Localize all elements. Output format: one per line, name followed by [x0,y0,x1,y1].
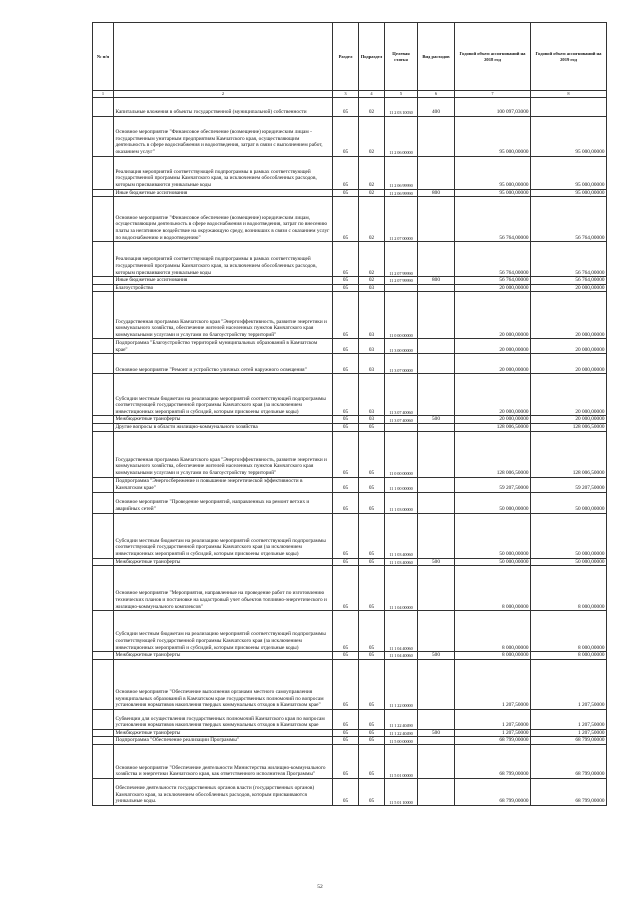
row-section: 05 [333,778,359,805]
row-target-code: 11 2 07 99990 [385,242,418,277]
row-subsection: 05 [359,492,385,513]
row-amount-2018: 50 000,00000 [455,513,531,558]
row-amount-2018: 8 000,00000 [455,611,531,652]
row-subsection: 05 [359,744,385,778]
table-row [93,284,607,292]
row-amount-2018: 56 764,00000 [455,277,531,285]
col-number: 2 [114,91,333,98]
row-amount-2018: 59 207,50000 [455,477,531,492]
row-target-code: 11 2 06 99990 [385,156,418,189]
row-amount-2019: 1 207,50000 [531,729,607,737]
row-name: Государственная программа Камчатского края "Энергоэффективность, развитие энергетики и коммунального хозяйства, обеспечение жителей населенных пунктов Камчатского края коммунальными услугами и услугами по благоустройству территорий" [114,292,333,339]
table-row [93,652,607,660]
row-subsection: 03 [359,284,385,292]
row-num [93,374,114,416]
table-row [93,339,607,354]
row-num [93,737,114,745]
row-exp-type: 800 [418,277,455,285]
row-amount-2019: 50 000,00000 [531,558,607,566]
row-amount-2019: 68 799,00000 [531,778,607,805]
row-name: Субсидии местным бюджетам на реализацию мероприятий соответствующей подпрограммы соответствующей государственной программы Камчатского края (за исключением инвестиционных мероприятий и субсидий, которым присвоены отдельные коды) [114,374,333,416]
row-num [93,197,114,242]
row-target-code: 11 2 03 10030 [385,97,418,116]
row-num [93,284,114,292]
row-section: 05 [333,284,359,292]
row-target-code: 11 3 07 40060 [385,416,418,424]
row-section: 05 [333,423,359,431]
row-target-code: 11 1 04 00000 [385,566,418,611]
page-number: 52 [317,884,323,890]
row-name: Подпрограмма "Обеспечение реализации Программы" [114,737,333,745]
row-amount-2019: 95 000,00000 [531,156,607,189]
row-section: 05 [333,374,359,416]
table-header-row [93,23,607,91]
row-amount-2019: 68 799,00000 [531,744,607,778]
row-name: Основное мероприятие "Финансовое обеспечение (возмещение) юридическим лицам - государственным унитарным предприятиям Камчатского края, осуществляющим деятельность в сфере водоснабжения и водоотведения, затрат в связи с выполнением работ, оказанием услуг" [114,116,333,156]
row-subsection: 03 [359,354,385,374]
row-target-code: 11 2 07 00000 [385,197,418,242]
row-exp-type [418,737,455,745]
row-target-code: 11 2 06 00000 [385,116,418,156]
row-num [93,292,114,339]
row-section: 05 [333,116,359,156]
row-subsection: 02 [359,156,385,189]
row-amount-2018: 8 000,00000 [455,566,531,611]
col-number: 6 [418,91,455,98]
row-subsection: 02 [359,116,385,156]
row-num [93,652,114,660]
row-target-code: 11 5 01 00000 [385,744,418,778]
row-subsection: 05 [359,737,385,745]
row-amount-2018: 68 799,00000 [455,778,531,805]
header-name [114,23,333,91]
row-num [93,558,114,566]
row-exp-type [418,659,455,709]
row-amount-2019: 8 000,00000 [531,611,607,652]
table-row [93,156,607,189]
row-section: 05 [333,97,359,116]
row-name: Основное мероприятие "Ремонт и устройство уличных сетей наружного освещения" [114,354,333,374]
row-name: Подпрограмма "Энергосбережение и повышение энергетической эффективности в Камчатском крае" [114,477,333,492]
row-section: 05 [333,339,359,354]
row-exp-type [418,709,455,729]
row-amount-2019: 20 000,00000 [531,374,607,416]
row-exp-type: 500 [418,558,455,566]
row-exp-type [418,339,455,354]
row-exp-type: 500 [418,729,455,737]
table-row [93,737,607,745]
header-exp-type: Вид расходов [418,23,455,91]
row-exp-type [418,197,455,242]
row-num [93,744,114,778]
row-num [93,242,114,277]
row-num [93,709,114,729]
header-num: № п/п [93,23,114,91]
row-target-code: 11 1 22 40490 [385,709,418,729]
row-name: Межбюджетные трансферты [114,729,333,737]
row-num [93,729,114,737]
table-row [93,431,607,477]
row-name: Реализация мероприятий соответствующей подпрограммы в рамках соответствующей государственной программы Камчатского края, за исключением обособленных расходов, которым присваиваются уникальные коды [114,242,333,277]
table-row [93,744,607,778]
row-section: 05 [333,729,359,737]
row-num [93,416,114,424]
row-subsection: 02 [359,242,385,277]
row-name: Иные бюджетные ассигнования [114,189,333,197]
row-amount-2018: 20 000,00000 [455,284,531,292]
row-subsection: 02 [359,189,385,197]
row-num [93,116,114,156]
header-2019: Годовой объем ассигнований на 2019 год [531,23,607,91]
row-amount-2019: 56 764,00000 [531,277,607,285]
row-amount-2019: 8 000,00000 [531,652,607,660]
col-number: 3 [333,91,359,98]
row-num [93,431,114,477]
row-subsection: 03 [359,416,385,424]
row-target-code: 11 5 00 00000 [385,737,418,745]
row-exp-type [418,778,455,805]
table-row [93,709,607,729]
row-amount-2018: 20 000,00000 [455,354,531,374]
row-section: 05 [333,354,359,374]
table-row [93,97,607,116]
row-subsection: 02 [359,197,385,242]
row-amount-2019: 128 006,50000 [531,423,607,431]
table-row [93,492,607,513]
row-exp-type [418,566,455,611]
row-subsection: 05 [359,566,385,611]
row-section: 05 [333,659,359,709]
row-amount-2018: 56 764,00000 [455,242,531,277]
row-name: Основное мероприятие "Обеспечение деятельности Министерства жилищно-коммунального хозяйства и энергетики Камчатского края, как ответственного исполнителя Программы" [114,744,333,778]
row-target-code: 11 2 07 99990 [385,277,418,285]
row-name: Подпрограмма "Благоустройство территорий муниципальных образований в Камчатском крае" [114,339,333,354]
row-exp-type [418,116,455,156]
row-subsection: 05 [359,477,385,492]
row-subsection: 05 [359,652,385,660]
row-target-code: 11 5 01 10000 [385,778,418,805]
row-section: 05 [333,737,359,745]
row-name: Основное мероприятие "Мероприятия, направленные на проведение работ по изготовлению технических планов и постановке на кадастровый учет объектов топливно-энергетического и жилищно-коммунального комплексов" [114,566,333,611]
row-num [93,566,114,611]
row-amount-2019: 128 006,50000 [531,431,607,477]
row-subsection: 05 [359,611,385,652]
row-exp-type [418,744,455,778]
table-row [93,292,607,339]
row-num [93,97,114,116]
col-number: 8 [531,91,607,98]
table-row [93,116,607,156]
header-target: Целевая статья [385,23,418,91]
row-num [93,611,114,652]
row-target-code: 11 0 00 00000 [385,292,418,339]
row-section: 05 [333,292,359,339]
row-amount-2018: 128 006,50000 [455,431,531,477]
table-row [93,197,607,242]
row-section: 05 [333,566,359,611]
header-subsection: Подраздел [359,23,385,91]
row-num [93,513,114,558]
row-subsection: 05 [359,729,385,737]
row-name: Субсидии местным бюджетам на реализацию мероприятий соответствующей подпрограммы соответствующей государственной программы Камчатского края (за исключением инвестиционных мероприятий и субсидий, которым присвоены отдельные коды) [114,611,333,652]
row-target-code: 11 1 22 00000 [385,659,418,709]
table-row [93,189,607,197]
row-amount-2019: 59 207,50000 [531,477,607,492]
table-row [93,374,607,416]
table-row [93,513,607,558]
row-subsection: 05 [359,423,385,431]
row-target-code: 11 3 07 00000 [385,354,418,374]
row-num [93,354,114,374]
row-target-code: 11 1 03 40060 [385,513,418,558]
row-amount-2019: 95 000,00000 [531,189,607,197]
row-amount-2018: 1 207,50000 [455,729,531,737]
row-target-code: 11 1 04 40060 [385,611,418,652]
header-section: Раздел [333,23,359,91]
row-section: 05 [333,513,359,558]
row-exp-type: 500 [418,416,455,424]
row-section: 05 [333,242,359,277]
row-exp-type [418,423,455,431]
row-amount-2019: 95 000,00000 [531,116,607,156]
row-num [93,189,114,197]
row-target-code: 11 2 06 99990 [385,189,418,197]
row-section: 05 [333,558,359,566]
row-amount-2018: 95 000,00000 [455,189,531,197]
row-exp-type [418,492,455,513]
table-row [93,416,607,424]
row-section: 05 [333,156,359,189]
row-amount-2019: 56 764,00000 [531,242,607,277]
row-subsection: 05 [359,513,385,558]
row-amount-2019: 8 000,00000 [531,566,607,611]
table-row [93,423,607,431]
row-section: 05 [333,189,359,197]
row-amount-2019: 20 000,00000 [531,292,607,339]
row-section: 05 [333,611,359,652]
row-section: 05 [333,431,359,477]
row-name: Обеспечение деятельности государственных органов власти (государственных органов) Камчатского края, за исключением обособленных расходов, которым присваиваются уникальные коды. [114,778,333,805]
col-number: 7 [455,91,531,98]
row-subsection: 03 [359,292,385,339]
row-subsection: 05 [359,431,385,477]
row-exp-type [418,477,455,492]
row-amount-2019 [531,97,607,116]
row-amount-2018: 20 000,00000 [455,416,531,424]
row-name: Субсидии местным бюджетам на реализацию мероприятий соответствующей подпрограммы соответствующей государственной программы Камчатского края (за исключением инвестиционных мероприятий и субсидий, которым присвоены отдельные коды) [114,513,333,558]
row-section: 05 [333,477,359,492]
row-num [93,492,114,513]
row-amount-2019: 50 000,00000 [531,492,607,513]
row-amount-2019: 20 000,00000 [531,416,607,424]
row-subsection: 02 [359,277,385,285]
table-row [93,242,607,277]
table-row [93,778,607,805]
table-row [93,566,607,611]
row-exp-type [418,374,455,416]
row-amount-2018: 95 000,00000 [455,156,531,189]
row-exp-type [418,431,455,477]
row-target-code: 11 1 00 00000 [385,477,418,492]
row-name: Реализация мероприятий соответствующей подпрограммы в рамках соответствующей государственной программы Камчатского края, за исключением обособленных расходов, которым присваиваются уникальные коды [114,156,333,189]
row-amount-2019: 20 000,00000 [531,339,607,354]
row-amount-2018: 50 000,00000 [455,558,531,566]
row-section: 05 [333,416,359,424]
row-subsection: 02 [359,97,385,116]
row-num [93,156,114,189]
row-target-code: 11 1 04 40060 [385,652,418,660]
row-amount-2018: 68 799,00000 [455,744,531,778]
row-section: 05 [333,277,359,285]
row-amount-2019: 1 207,50000 [531,709,607,729]
row-name: Межбюджетные трансферты [114,558,333,566]
row-section: 05 [333,709,359,729]
row-amount-2018: 20 000,00000 [455,292,531,339]
table-body [93,97,607,805]
row-amount-2019: 20 000,00000 [531,354,607,374]
row-exp-type [418,611,455,652]
row-name: Иные бюджетные ассигнования [114,277,333,285]
row-num [93,659,114,709]
row-target-code [385,423,418,431]
row-exp-type: 500 [418,652,455,660]
row-amount-2018: 56 764,00000 [455,197,531,242]
row-amount-2018: 100 097,03000 [455,97,531,116]
table-row [93,277,607,285]
row-name: Основное мероприятие "Обеспечение выполнения органами местного самоуправления муниципальных образований в Камчатском крае государственных полномочий по вопросам установления нормативов накопления твердых коммунальных отходов в Камчатском крае" [114,659,333,709]
row-name: Межбюджетные трансферты [114,416,333,424]
row-subsection: 05 [359,709,385,729]
row-subsection: 05 [359,558,385,566]
row-target-code: 11 1 22 40490 [385,729,418,737]
row-name: Межбюджетные трансферты [114,652,333,660]
row-amount-2018: 20 000,00000 [455,339,531,354]
table-row [93,354,607,374]
row-amount-2019: 68 799,00000 [531,737,607,745]
col-number: 5 [385,91,418,98]
row-amount-2019: 50 000,00000 [531,513,607,558]
col-number: 1 [93,91,114,98]
table-row [93,659,607,709]
row-amount-2018: 68 799,00000 [455,737,531,745]
row-target-code: 11 3 00 00000 [385,339,418,354]
row-name: Капитальные вложения в объекты государственной (муниципальной) собственности [114,97,333,116]
row-amount-2018: 1 207,50000 [455,709,531,729]
row-target-code: 11 1 03 40060 [385,558,418,566]
row-num [93,339,114,354]
row-target-code: 11 0 00 00000 [385,431,418,477]
row-subsection: 03 [359,339,385,354]
budget-table [92,22,607,806]
row-exp-type [418,156,455,189]
row-target-code: 11 3 07 40060 [385,374,418,416]
row-exp-type [418,354,455,374]
row-amount-2019: 20 000,00000 [531,284,607,292]
row-name: Основное мероприятие "Проведение мероприятий, направленных на ремонт ветхих и аварийных сетей" [114,492,333,513]
row-amount-2018: 1 207,50000 [455,659,531,709]
row-exp-type [418,292,455,339]
row-num [93,778,114,805]
row-name: Другие вопросы в области жилищно-коммунального хозяйства [114,423,333,431]
row-name: Государственная программа Камчатского края "Энергоэффективность, развитие энергетики и коммунального хозяйства, обеспечение жителей населенных пунктов Камчатского края коммунальными услугами и услугами по благоустройству территорий" [114,431,333,477]
row-amount-2018: 20 000,00000 [455,374,531,416]
row-num [93,277,114,285]
row-exp-type: 400 [418,97,455,116]
row-exp-type: 800 [418,189,455,197]
row-section: 05 [333,744,359,778]
header-2018: Годовой объем ассигнований на 2018 год [455,23,531,91]
row-amount-2019: 1 207,50000 [531,659,607,709]
row-num [93,423,114,431]
row-amount-2019: 56 764,00000 [531,197,607,242]
row-exp-type [418,284,455,292]
row-name: Основное мероприятие "Финансовое обеспечение (возмещение) юридическим лицам, осуществляющим деятельность в сфере водоснабжения и водоотведения, затрат по внесению платы за негативное воздействие на окружающую среду, возникших в связи с оказанием услуг по водоснабжению и водоотведению" [114,197,333,242]
row-subsection: 05 [359,778,385,805]
row-exp-type [418,242,455,277]
row-subsection: 05 [359,659,385,709]
row-target-code [385,284,418,292]
row-target-code: 11 1 03 00000 [385,492,418,513]
table-row [93,558,607,566]
row-section: 05 [333,197,359,242]
row-amount-2018: 8 000,00000 [455,652,531,660]
row-name: Субвенции для осуществления государственных полномочий Камчатского края по вопросам установления нормативов накопления твердых коммунальных отходов в Камчатском крае [114,709,333,729]
row-exp-type [418,513,455,558]
row-amount-2018: 50 000,00000 [455,492,531,513]
row-amount-2018: 128 006,50000 [455,423,531,431]
table-row [93,477,607,492]
row-section: 05 [333,492,359,513]
table-row [93,729,607,737]
col-number: 4 [359,91,385,98]
table-row [93,611,607,652]
row-section: 05 [333,652,359,660]
row-num [93,477,114,492]
row-amount-2018: 95 000,00000 [455,116,531,156]
row-subsection: 03 [359,374,385,416]
row-name: Благоустройство [114,284,333,292]
